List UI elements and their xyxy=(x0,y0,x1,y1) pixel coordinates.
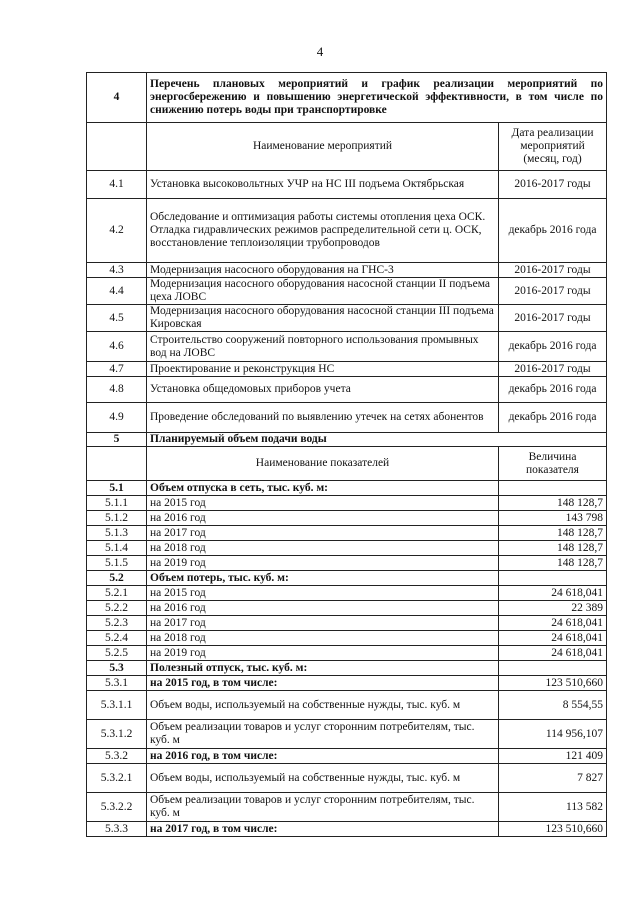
section4-header-row xyxy=(87,73,607,123)
row-number: 4.6 xyxy=(87,332,147,362)
section5-column-header-row xyxy=(87,447,607,481)
indicator-value xyxy=(499,661,607,676)
indicator-name: на 2017 год xyxy=(147,616,499,631)
table-row xyxy=(87,720,607,749)
table-row xyxy=(87,199,607,263)
table-row xyxy=(87,646,607,661)
indicator-value: 22 389 xyxy=(499,601,607,616)
table-row xyxy=(87,556,607,571)
row-number: 5.1 xyxy=(87,481,147,496)
table-row xyxy=(87,511,607,526)
document-table xyxy=(86,72,607,837)
row-number: 4.4 xyxy=(87,278,147,305)
indicator-name: на 2019 год xyxy=(147,646,499,661)
table-row xyxy=(87,691,607,720)
row-number: 5.2.1 xyxy=(87,586,147,601)
indicator-name: Объем воды, используемый на собственные нужды, тыс. куб. м xyxy=(147,764,499,793)
measure-date: декабрь 2016 года xyxy=(499,403,607,433)
measure-name: Проектирование и реконструкция НС xyxy=(147,362,499,377)
measure-name: Модернизация насосного оборудования на ГНС-3 xyxy=(147,263,499,278)
section5-header-row xyxy=(87,433,607,447)
indicator-value: 7 827 xyxy=(499,764,607,793)
row-number: 5.3.2.2 xyxy=(87,793,147,822)
measure-name: Модернизация насосного оборудования насосной станции III подъема Кировская xyxy=(147,305,499,332)
table-row xyxy=(87,793,607,822)
row-number: 4.3 xyxy=(87,263,147,278)
section4-column-header-row xyxy=(87,123,607,171)
table-row xyxy=(87,631,607,646)
empty-cell xyxy=(87,123,147,171)
row-number: 4.2 xyxy=(87,199,147,263)
row-number: 5.1.3 xyxy=(87,526,147,541)
row-number: 5.2.4 xyxy=(87,631,147,646)
indicator-name: на 2017 год xyxy=(147,526,499,541)
indicator-value: 8 554,55 xyxy=(499,691,607,720)
table-row xyxy=(87,661,607,676)
indicator-value: 123 510,660 xyxy=(499,822,607,837)
measure-name: Модернизация насосного оборудования насосной станции II подъема цеха ЛОВС xyxy=(147,278,499,305)
table-row xyxy=(87,616,607,631)
indicator-name: на 2019 год xyxy=(147,556,499,571)
indicator-name: на 2016 год xyxy=(147,511,499,526)
indicator-name: Объем воды, используемый на собственные нужды, тыс. куб. м xyxy=(147,691,499,720)
indicator-name: на 2016 год xyxy=(147,601,499,616)
section4-number: 4 xyxy=(87,73,147,123)
measure-date: 2016-2017 годы xyxy=(499,263,607,278)
indicator-name: на 2018 год xyxy=(147,541,499,556)
row-number: 5.3 xyxy=(87,661,147,676)
indicator-value xyxy=(499,481,607,496)
row-number: 5.2 xyxy=(87,571,147,586)
indicator-name: Полезный отпуск, тыс. куб. м: xyxy=(147,661,499,676)
table-row xyxy=(87,305,607,332)
indicator-name: на 2017 год, в том числе: xyxy=(147,822,499,837)
table-row xyxy=(87,332,607,362)
indicator-name: Объем реализации товаров и услуг сторонним потребителям, тыс. куб. м xyxy=(147,793,499,822)
measure-date: 2016-2017 годы xyxy=(499,305,607,332)
indicator-name: Объем потерь, тыс. куб. м: xyxy=(147,571,499,586)
indicator-value: 148 128,7 xyxy=(499,556,607,571)
table-row xyxy=(87,822,607,837)
indicator-value: 148 128,7 xyxy=(499,541,607,556)
section5-col-name: Наименование показателей xyxy=(147,447,499,481)
table-row xyxy=(87,541,607,556)
indicator-name: на 2018 год xyxy=(147,631,499,646)
measure-date: декабрь 2016 года xyxy=(499,199,607,263)
row-number: 5.1.2 xyxy=(87,511,147,526)
row-number: 5.1.4 xyxy=(87,541,147,556)
measure-date: декабрь 2016 года xyxy=(499,377,607,403)
table-row xyxy=(87,403,607,433)
indicator-name: на 2015 год xyxy=(147,496,499,511)
section5-number: 5 xyxy=(87,433,147,447)
indicator-name: на 2016 год, в том числе: xyxy=(147,749,499,764)
row-number: 5.2.2 xyxy=(87,601,147,616)
row-number: 4.7 xyxy=(87,362,147,377)
measure-date: 2016-2017 годы xyxy=(499,278,607,305)
measure-name: Установка общедомовых приборов учета xyxy=(147,377,499,403)
table-row xyxy=(87,496,607,511)
indicator-value: 148 128,7 xyxy=(499,526,607,541)
section5-col-value: Величина показателя xyxy=(499,447,607,481)
row-number: 4.5 xyxy=(87,305,147,332)
indicator-name: на 2015 год, в том числе: xyxy=(147,676,499,691)
row-number: 5.3.1.2 xyxy=(87,720,147,749)
table-row xyxy=(87,601,607,616)
row-number: 5.2.3 xyxy=(87,616,147,631)
indicator-name: на 2015 год xyxy=(147,586,499,601)
indicator-value: 114 956,107 xyxy=(499,720,607,749)
section4-col-date: Дата реализации мероприятий (месяц, год) xyxy=(499,123,607,171)
section4-title: Перечень плановых мероприятий и график реализации мероприятий по энергосбережению и повышению энергетической эффективности, в том числе по снижению потерь воды при транспортировке xyxy=(147,73,607,123)
page-number: 4 xyxy=(316,44,324,59)
table-row xyxy=(87,171,607,199)
table-row xyxy=(87,362,607,377)
table-row xyxy=(87,586,607,601)
indicator-value: 143 798 xyxy=(499,511,607,526)
section5-title: Планируемый объем подачи воды xyxy=(147,433,607,447)
row-number: 4.9 xyxy=(87,403,147,433)
table-row xyxy=(87,571,607,586)
indicator-name: Объем отпуска в сеть, тыс. куб. м: xyxy=(147,481,499,496)
row-number: 5.3.2.1 xyxy=(87,764,147,793)
measure-name: Строительство сооружений повторного использования промывных вод на ЛОВС xyxy=(147,332,499,362)
indicator-value: 148 128,7 xyxy=(499,496,607,511)
table-row xyxy=(87,377,607,403)
indicator-value: 121 409 xyxy=(499,749,607,764)
row-number: 5.3.2 xyxy=(87,749,147,764)
row-number: 5.1.5 xyxy=(87,556,147,571)
table-row xyxy=(87,481,607,496)
row-number: 5.3.1.1 xyxy=(87,691,147,720)
row-number: 5.1.1 xyxy=(87,496,147,511)
table-row xyxy=(87,764,607,793)
indicator-value xyxy=(499,571,607,586)
indicator-value: 24 618,041 xyxy=(499,616,607,631)
row-number: 4.8 xyxy=(87,377,147,403)
measure-name: Обследование и оптимизация работы системы отопления цеха ОСК. Отладка гидравлических режимов распределительной сети ц. ОСК, восстановление теплоизоляции трубопроводов xyxy=(147,199,499,263)
row-number: 5.3.1 xyxy=(87,676,147,691)
row-number: 4.1 xyxy=(87,171,147,199)
indicator-value: 123 510,660 xyxy=(499,676,607,691)
table-row xyxy=(87,526,607,541)
measure-name: Проведение обследований по выявлению утечек на сетях абонентов xyxy=(147,403,499,433)
indicator-value: 24 618,041 xyxy=(499,631,607,646)
measure-date: декабрь 2016 года xyxy=(499,332,607,362)
indicator-value: 113 582 xyxy=(499,793,607,822)
indicator-value: 24 618,041 xyxy=(499,646,607,661)
section4-col-name: Наименование мероприятий xyxy=(147,123,499,171)
table-row xyxy=(87,749,607,764)
empty-cell xyxy=(87,447,147,481)
table-row xyxy=(87,263,607,278)
table-row xyxy=(87,676,607,691)
indicator-name: Объем реализации товаров и услуг сторонним потребителям, тыс. куб. м xyxy=(147,720,499,749)
measure-name: Установка высоковольтных УЧР на НС III подъема Октябрьская xyxy=(147,171,499,199)
indicator-value: 24 618,041 xyxy=(499,586,607,601)
row-number: 5.2.5 xyxy=(87,646,147,661)
row-number: 5.3.3 xyxy=(87,822,147,837)
measure-date: 2016-2017 годы xyxy=(499,362,607,377)
measure-date: 2016-2017 годы xyxy=(499,171,607,199)
table-row xyxy=(87,278,607,305)
